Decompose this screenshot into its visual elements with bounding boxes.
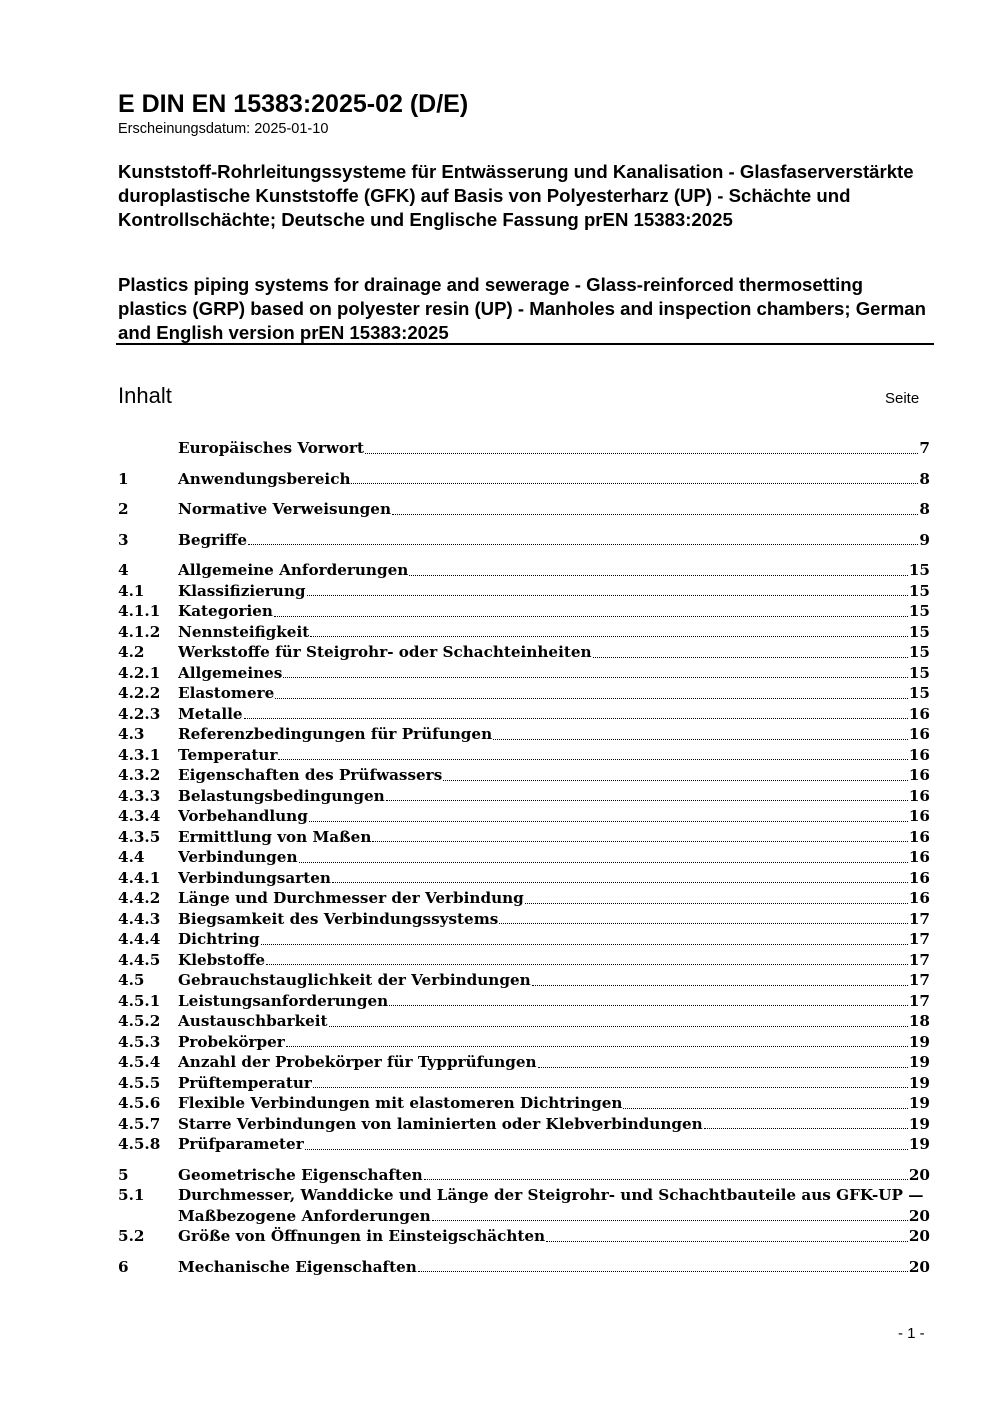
toc-number: 4.5 [118,971,145,989]
toc-page: 16 [908,889,930,907]
toc-title: Durchmesser, Wanddicke und Länge der Steigrohr- und Schachtbauteile aus GFK-UP — [178,1186,924,1204]
dot-leader [309,821,908,822]
toc-page: 19 [908,1094,930,1112]
toc-page: 16 [908,848,930,866]
toc-number: 4 [118,561,129,579]
toc-page: 8 [919,500,930,518]
toc-title: Nennsteifigkeit [178,622,310,641]
toc-number: 4.3.2 [118,766,161,784]
toc-entry[interactable] [118,827,930,848]
toc-title: Leistungsanforderungen [178,991,389,1010]
toc-entry[interactable] [118,847,930,868]
toc-entry[interactable] [118,745,930,766]
toc-number: 4.2 [118,643,145,661]
toc-title-continued: Maßbezogene Anforderungen [178,1206,431,1225]
title-german: Kunststoff-Rohrleitungssysteme für Entwässerung und Kanalisation - Glasfaserverstärkte duroplastische Kunststoffe (GFK) auf Basis von Polyesterharz (UP) - Schächte und Kontrollschächte; Deutsche und Englische Fassung prEN 15383:2025 [118,161,914,230]
toc-entry[interactable] [118,970,930,991]
toc-title: Metalle [178,704,243,723]
toc-entry[interactable] [118,438,930,459]
toc-page: 19 [908,1135,930,1153]
toc-page: 15 [908,643,930,661]
dot-leader [307,595,908,596]
toc-title: Begriffe [178,530,248,549]
dot-leader [261,944,908,945]
dot-leader [286,1046,908,1047]
toc-number: 4.5.5 [118,1073,161,1092]
toc-page: 15 [908,602,930,620]
toc-page: 16 [908,725,930,743]
toc-entry[interactable] [118,530,930,551]
toc-entry[interactable] [118,991,930,1012]
toc-title: Dichtring [178,930,260,948]
toc-page: 20 [908,1257,930,1276]
toc-number: 4.5.1 [118,991,161,1010]
toc-number: 4.3.4 [118,807,161,825]
dot-leader [244,718,908,719]
dot-leader [593,657,908,658]
toc-page: 17 [908,950,930,969]
dot-leader [409,575,908,576]
dot-leader [278,759,907,760]
toc-page: 19 [908,1073,930,1092]
toc-number: 4.1 [118,581,145,600]
toc-page: 16 [908,704,930,723]
toc-entry[interactable] [118,704,930,725]
toc-entry[interactable] [118,1093,930,1114]
dot-leader [623,1108,907,1109]
toc-title: Klassifizierung [178,581,306,600]
toc-number: 4.4.2 [118,889,161,907]
toc-title: Temperatur [178,745,278,764]
toc-entry[interactable] [118,724,930,745]
toc-entry[interactable] [118,469,930,490]
toc-page: 16 [908,786,930,805]
toc-number: 4.5.8 [118,1135,161,1153]
toc-number: 4.3.5 [118,827,161,846]
toc-page-label: Seite [885,390,920,407]
dot-leader [275,698,908,699]
toc-number: 4.4.4 [118,930,161,948]
toc-number: 4.1.1 [118,602,161,620]
dot-leader [546,1241,908,1242]
toc-entry[interactable] [118,888,930,909]
toc-title: Größe von Öffnungen in Einsteigschächten [178,1227,546,1245]
table-of-contents [118,438,930,1277]
toc-title: Allgemeines [178,663,283,682]
dot-leader [313,1087,908,1088]
toc-number: 5.2 [118,1227,145,1245]
toc-title: Kategorien [178,602,273,620]
toc-title: Klebstoffe [178,950,266,969]
toc-number: 3 [118,530,129,549]
document-id: E DIN EN 15383:2025-02 (D/E) [118,90,469,118]
toc-page: 19 [908,1032,930,1051]
dot-leader [432,1220,908,1221]
toc-page: 15 [908,581,930,600]
toc-number: 4.4.3 [118,909,161,928]
toc-page: 16 [908,868,930,887]
toc-title: Eigenschaften des Prüfwassers [178,766,443,784]
toc-number: 4.1.2 [118,622,161,641]
toc-entry[interactable] [118,1165,930,1186]
toc-heading: Inhalt [118,383,172,408]
toc-page: 16 [908,745,930,764]
toc-entry[interactable] [118,909,930,930]
toc-title: Länge und Durchmesser der Verbindung [178,889,524,907]
toc-number: 1 [118,469,129,488]
title-english: Plastics piping systems for drainage and sewerage - Glass-reinforced thermosetting plastics (GRP) based on polyester resin (UP) - Manholes and inspection chambers; German and English version prEN 15383:2025 [118,274,926,343]
toc-page: 15 [908,561,930,579]
toc-page: 8 [919,469,930,488]
page-number: - 1 - [898,1325,925,1342]
toc-entry[interactable] [118,950,930,971]
dot-leader [266,964,908,965]
toc-title: Referenzbedingungen für Prüfungen [178,725,493,743]
toc-entry[interactable] [118,868,930,889]
toc-entry[interactable] [118,1073,930,1094]
toc-number: 2 [118,500,129,518]
toc-title: Starre Verbindungen von laminierten oder Klebverbindungen [178,1114,703,1133]
dot-leader [389,1005,908,1006]
toc-entry[interactable] [118,601,930,622]
toc-entry[interactable] [118,1185,930,1226]
toc-title: Flexible Verbindungen mit elastomeren Dichtringen [178,1094,623,1112]
dot-leader [493,739,908,740]
toc-title: Allgemeine Anforderungen [178,561,409,579]
toc-page: 20 [908,1227,930,1245]
dot-leader [392,514,918,515]
toc-number: 6 [118,1257,129,1276]
toc-entry[interactable] [118,683,930,704]
dot-leader [499,923,908,924]
toc-page: 7 [919,439,930,457]
toc-title: Geometrische Eigenschaften [178,1165,423,1184]
toc-page: 20 [908,1165,930,1184]
toc-title: Belastungsbedingungen [178,786,385,805]
dot-leader [424,1179,908,1180]
dot-leader [386,800,908,801]
toc-number: 4.3 [118,725,145,743]
toc-entry[interactable] [118,786,930,807]
toc-number: 4.2.1 [118,663,161,682]
toc-number: 4.4 [118,848,145,866]
dot-leader [525,903,908,904]
toc-number: 4.5.4 [118,1053,161,1071]
toc-entry[interactable] [118,929,930,950]
toc-page: 15 [908,684,930,702]
toc-number: 4.3.1 [118,745,161,764]
toc-page: 9 [919,530,930,549]
toc-title: Normative Verweisungen [178,500,392,518]
toc-entry[interactable] [118,1134,930,1155]
toc-page: 15 [908,622,930,641]
toc-entry[interactable] [118,1032,930,1053]
toc-title: Prüftemperatur [178,1073,312,1092]
toc-entry[interactable] [118,765,930,786]
dot-leader [443,780,908,781]
dot-leader [532,985,908,986]
toc-entry[interactable] [118,1257,930,1278]
toc-title: Ermittlung von Maßen [178,827,372,846]
toc-page: 17 [908,991,930,1010]
dot-leader [704,1128,908,1129]
toc-entry[interactable] [118,560,930,581]
dot-leader [418,1271,908,1272]
toc-number: 4.5.7 [118,1114,161,1133]
dot-leader [283,677,907,678]
toc-entry[interactable] [118,1052,930,1073]
toc-entry[interactable] [118,581,930,602]
toc-title: Verbindungen [178,848,298,866]
toc-page: 16 [908,827,930,846]
toc-page: 18 [908,1012,930,1030]
toc-page: 17 [908,909,930,928]
toc-title: Prüfparameter [178,1135,304,1153]
toc-entry[interactable] [118,663,930,684]
dot-leader [248,544,918,545]
dot-leader [329,1026,908,1027]
toc-title: Mechanische Eigenschaften [178,1257,417,1276]
toc-title: Verbindungsarten [178,868,331,887]
dot-leader [299,862,908,863]
dot-leader [310,636,908,637]
toc-entry[interactable] [118,1114,930,1135]
toc-number: 4.4.1 [118,868,161,887]
toc-number: 4.2.2 [118,684,161,702]
dot-leader [274,616,908,617]
toc-title: Probekörper [178,1032,285,1051]
toc-title: Anzahl der Probekörper für Typprüfungen [178,1053,537,1071]
toc-page: 19 [908,1114,930,1133]
toc-number: 4.5.3 [118,1032,161,1051]
dot-leader [332,882,908,883]
publication-date: Erscheinungsdatum: 2025-01-10 [118,121,329,137]
title-divider [116,343,934,345]
toc-page: 16 [908,766,930,784]
dot-leader [351,483,918,484]
toc-title: Werkstoffe für Steigrohr- oder Schachteinheiten [178,643,592,661]
toc-number: 5 [118,1165,129,1184]
toc-number: 4.5.6 [118,1094,161,1112]
toc-entry[interactable] [118,1226,930,1247]
toc-page: 15 [908,663,930,682]
dot-leader [372,841,907,842]
toc-number: 4.5.2 [118,1012,161,1030]
toc-entry[interactable] [118,499,930,520]
toc-entry[interactable] [118,806,930,827]
toc-entry[interactable] [118,642,930,663]
toc-number: 4.3.3 [118,786,161,805]
dot-leader [538,1067,908,1068]
toc-title: Gebrauchstauglichkeit der Verbindungen [178,971,531,989]
toc-title: Biegsamkeit des Verbindungssystems [178,909,499,928]
toc-entry[interactable] [118,622,930,643]
toc-title: Vorbehandlung [178,807,308,825]
toc-page: 17 [908,971,930,989]
toc-title: Europäisches Vorwort [178,439,365,457]
toc-title: Austauschbarkeit [178,1012,328,1030]
toc-page: 16 [908,807,930,825]
toc-title: Anwendungsbereich [178,469,351,488]
dot-leader [365,453,918,454]
toc-title: Elastomere [178,684,275,702]
dot-leader [305,1149,908,1150]
toc-page: 17 [908,930,930,948]
toc-number: 5.1 [118,1186,145,1204]
toc-page: 20 [908,1206,930,1225]
toc-number: 4.2.3 [118,704,161,723]
toc-page: 19 [908,1053,930,1071]
toc-number: 4.4.5 [118,950,161,969]
toc-entry[interactable] [118,1011,930,1032]
